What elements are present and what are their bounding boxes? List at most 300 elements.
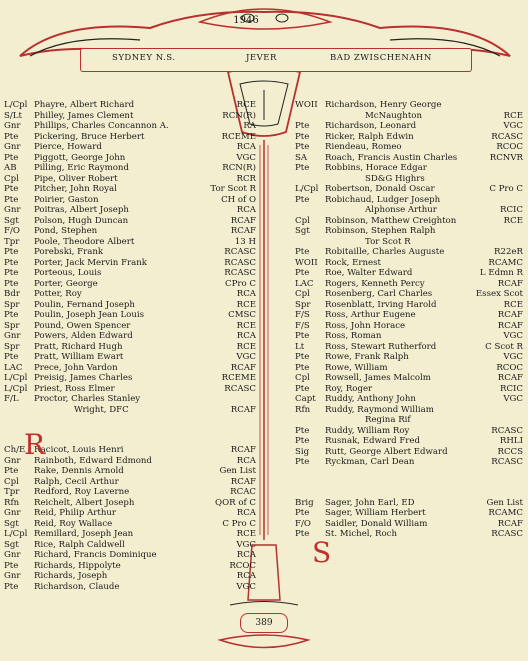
entry-name: Richardson, Claude — [34, 581, 120, 592]
name-entry — [4, 466, 260, 477]
entry-rank: Tpr — [4, 487, 20, 497]
name-entry — [295, 247, 527, 258]
name-entry — [295, 216, 527, 227]
entry-rank: Cpl — [295, 215, 310, 226]
entry-name: Porteous, Louis — [34, 268, 102, 278]
entry-name: Rowsell, James Malcolm — [325, 373, 431, 383]
entry-name: Rowe, Frank Ralph — [325, 352, 409, 362]
entry-name: Piggott, George John — [34, 152, 126, 163]
entry-rank: Pte — [295, 121, 310, 131]
entry-unit: CH of O — [221, 194, 256, 205]
entry-unit: VGC — [503, 121, 523, 131]
name-entry — [4, 121, 260, 132]
entry-unit-continued: RCAF — [230, 404, 256, 415]
entry-unit-continued: RCIC — [499, 205, 523, 215]
name-entry — [4, 279, 260, 290]
entry-name: Pipe, Oliver Robert — [34, 173, 118, 184]
entry-rank: Pte — [295, 436, 310, 446]
name-entry — [295, 457, 527, 468]
entry-rank: Pte — [4, 352, 19, 362]
entry-name: Rowe, William — [325, 362, 388, 373]
right-name-column — [295, 100, 527, 540]
entry-rank: Sgt — [4, 215, 19, 226]
entry-unit: RCAF — [497, 320, 523, 331]
entry-unit: RCASC — [224, 257, 256, 268]
entry-name: Polson, Hugh Duncan — [34, 215, 129, 226]
entry-unit: RCAMC — [488, 508, 523, 518]
name-entry — [4, 550, 260, 561]
entry-name: Rock, Ernest — [325, 257, 381, 268]
entry-name: Porter, George — [34, 278, 98, 289]
entry-unit: VGC — [236, 539, 256, 550]
entry-name: Prece, John Vardon — [34, 362, 118, 373]
name-entry — [4, 477, 260, 488]
name-entry — [4, 132, 260, 143]
name-entry — [295, 268, 527, 279]
entry-unit: RCASC — [224, 383, 256, 394]
entry-name: Ross, Stewart Rutherford — [325, 341, 437, 352]
name-entry — [4, 394, 260, 415]
name-entry — [4, 237, 260, 248]
page-number: 389 — [240, 613, 288, 633]
entry-name: Porebski, Frank — [34, 247, 104, 257]
entry-rank: Pte — [4, 257, 19, 268]
entry-rank: Pte — [295, 362, 310, 373]
entry-rank: Spr — [295, 299, 311, 310]
entry-rank: L/Cpl — [4, 383, 28, 394]
entry-rank: LAC — [4, 362, 23, 373]
entry-rank: Spr — [4, 320, 20, 331]
entry-name: Phayre, Albert Richard — [34, 100, 135, 110]
entry-rank: Pte — [4, 466, 19, 476]
name-entry — [4, 216, 260, 227]
entry-unit: RCAF — [497, 373, 523, 383]
entry-name: Sager, John Earl, ED — [325, 497, 415, 508]
entry-rank: Pte — [295, 508, 310, 518]
entry-name: Richardson, Henry George — [325, 100, 442, 110]
entry-name: St. Michel, Roch — [325, 529, 397, 539]
name-entry — [4, 582, 260, 593]
entry-unit: RCA — [236, 289, 256, 299]
name-entry — [295, 321, 527, 332]
entry-name: Pitcher, John Royal — [34, 184, 117, 194]
entry-name: Rainboth, Edward Edmond — [34, 455, 152, 466]
name-entry — [4, 289, 260, 300]
entry-rank: Sgt — [295, 226, 310, 236]
entry-unit: RCA — [236, 331, 256, 341]
entry-name: Ross, John Horace — [325, 320, 406, 331]
entry-name: Rosenblatt, Irving Harold — [325, 299, 437, 310]
initial-letter-r: R — [24, 428, 46, 461]
entry-unit: RA — [243, 121, 256, 131]
entry-unit: VGC — [503, 394, 523, 404]
name-entry — [4, 342, 260, 353]
entry-name: Ralph, Cecil Arthur — [34, 476, 119, 487]
entry-name: Rogers, Kenneth Percy — [325, 278, 425, 289]
entry-rank: Bdr — [4, 289, 20, 299]
entry-unit: RCASC — [224, 268, 256, 278]
name-entry — [295, 405, 527, 426]
entry-rank: Gnr — [4, 142, 21, 152]
entry-name: Philley, James Clement — [34, 110, 134, 121]
entry-unit: RCE — [503, 299, 523, 310]
name-entry — [295, 121, 527, 132]
name-entry — [4, 174, 260, 185]
entry-rank: Gnr — [4, 455, 21, 466]
entry-name: Rosenberg, Carl Charles — [325, 289, 433, 299]
entry-rank: Tpr — [4, 236, 20, 247]
entry-unit: Gen List — [219, 466, 256, 476]
entry-rank: Pte — [4, 152, 19, 163]
entry-rank: Cpl — [4, 173, 19, 184]
entry-name: Racicot, Louis Henri — [34, 445, 124, 455]
entry-unit: RCIC — [499, 383, 523, 394]
entry-name: Poirier, Gaston — [34, 194, 99, 205]
name-entry — [4, 561, 260, 572]
entry-name: Poitras, Albert Joseph — [34, 205, 129, 215]
entry-name: Preisig, James Charles — [34, 373, 133, 383]
entry-unit: RCA — [236, 455, 256, 466]
entry-rank: SA — [295, 152, 308, 163]
entry-name: Roy, Roger — [325, 383, 373, 394]
name-entry — [4, 352, 260, 363]
entry-unit: RCE — [236, 320, 256, 331]
entry-unit: L Edmn R — [479, 268, 523, 278]
name-entry — [295, 447, 527, 458]
entry-name: Poole, Theodore Albert — [34, 236, 135, 247]
name-entry — [4, 100, 260, 111]
entry-unit: VGC — [503, 331, 523, 341]
name-entry — [4, 508, 260, 519]
entry-name-continued: Regina Rif — [365, 415, 411, 425]
entry-name: Redford, Roy Laverne — [34, 487, 130, 497]
entry-unit-continued: RCE — [503, 110, 523, 121]
entry-rank: Pte — [4, 131, 19, 142]
entry-rank: Pte — [295, 529, 310, 539]
entry-rank: Cpl — [4, 476, 19, 487]
entry-unit: RCASC — [491, 425, 523, 436]
entry-name: Robitaille, Charles Auguste — [325, 247, 445, 257]
initial-letter-s: S — [312, 536, 332, 569]
entry-rank: F/O — [4, 226, 20, 236]
entry-rank: Pte — [4, 268, 19, 278]
entry-name: Richardson, Leonard — [325, 121, 417, 131]
left-name-column — [4, 100, 260, 592]
entry-unit: RCE — [236, 299, 256, 310]
entry-name-continued: Tor Scot R — [365, 236, 411, 247]
entry-name: Pilling, Eric Raymond — [34, 163, 129, 173]
entry-name: Rake, Dennis Arnold — [34, 466, 124, 476]
entry-rank: Lt — [295, 341, 305, 352]
name-entry — [4, 195, 260, 206]
entry-rank: Pte — [295, 194, 310, 205]
name-entry — [295, 352, 527, 363]
name-entry — [4, 142, 260, 153]
name-entry — [4, 184, 260, 195]
name-entry — [295, 519, 527, 530]
name-entry — [295, 331, 527, 342]
entry-unit: VGC — [236, 152, 256, 163]
entry-name: Pickering, Bruce Herbert — [34, 131, 145, 142]
entry-rank: Pte — [295, 247, 310, 257]
name-entry — [4, 571, 260, 582]
entry-unit: RCAMC — [488, 257, 523, 268]
name-entry — [295, 373, 527, 384]
name-entry — [295, 342, 527, 353]
entry-unit: RCEME — [221, 373, 256, 383]
entry-rank: Ch/E — [4, 445, 26, 455]
name-entry — [295, 153, 527, 164]
name-entry — [4, 163, 260, 174]
entry-name: Poulin, Fernand Joseph — [34, 299, 135, 310]
entry-rank: S/Lt — [4, 110, 22, 121]
entry-unit: RCOC — [229, 560, 256, 571]
entry-rank: Rfn — [4, 497, 20, 508]
entry-name: Phillips, Charles Concannon A. — [34, 121, 169, 131]
name-entry — [4, 205, 260, 216]
name-entry — [4, 258, 260, 269]
name-entry — [4, 487, 260, 498]
entry-unit: RCE — [236, 341, 256, 352]
entry-name: Reid, Philip Arthur — [34, 508, 117, 518]
entry-name: Powers, Alden Edward — [34, 331, 133, 341]
entry-unit: RCEME — [221, 131, 256, 142]
entry-name: Robichaud, Ludger Joseph — [325, 194, 441, 205]
entry-unit: RCAF — [230, 215, 256, 226]
name-entry — [4, 310, 260, 321]
entry-rank: Pte — [295, 425, 310, 436]
name-entry — [295, 163, 527, 184]
entry-name: Richards, Hippolyte — [34, 560, 121, 571]
entry-name: Ross, Roman — [325, 331, 382, 341]
entry-rank: Pte — [4, 581, 19, 592]
entry-rank: L/Cpl — [4, 373, 28, 383]
name-entry — [4, 384, 260, 395]
entry-rank: Pte — [295, 142, 310, 152]
entry-unit: RCAF — [497, 518, 523, 529]
entry-name: Ryckman, Carl Dean — [325, 457, 415, 467]
entry-name-continued: McNaughton — [365, 110, 422, 121]
entry-name: Ross, Arthur Eugene — [325, 310, 416, 320]
entry-rank: Pte — [295, 268, 310, 278]
entry-rank: L/Cpl — [4, 100, 28, 110]
entry-rank: Gnr — [4, 331, 21, 341]
name-entry — [295, 436, 527, 447]
entry-rank: AB — [4, 163, 17, 173]
entry-unit: Gen List — [486, 497, 523, 508]
entry-name: Rusnak, Edward Fred — [325, 436, 420, 446]
entry-rank: F/S — [295, 320, 310, 331]
name-entry — [295, 498, 527, 509]
entry-rank: F/S — [295, 310, 310, 320]
entry-unit: RCNVR — [489, 152, 523, 163]
memorial-year: 1946 — [233, 15, 259, 26]
name-entry — [295, 300, 527, 311]
name-entry — [295, 142, 527, 153]
entry-rank: Sig — [295, 446, 310, 457]
entry-rank: L/Cpl — [4, 529, 28, 539]
section-gap — [295, 468, 527, 498]
entry-unit: RCAF — [497, 278, 523, 289]
entry-rank: Cpl — [295, 289, 310, 299]
name-entry — [4, 300, 260, 311]
name-entry — [4, 498, 260, 509]
name-entry — [4, 331, 260, 342]
name-entry — [295, 258, 527, 269]
name-entry — [295, 289, 527, 300]
entry-unit: 13 H — [234, 236, 256, 247]
entry-rank: F/L — [4, 394, 19, 404]
entry-name: Ruddy, Raymond William — [325, 404, 434, 415]
name-entry — [4, 226, 260, 237]
entry-unit: RCAF — [230, 445, 256, 455]
entry-rank: Sgt — [4, 518, 19, 529]
entry-name: Robinson, Matthew Creighton — [325, 215, 457, 226]
entry-unit: RCA — [236, 508, 256, 518]
entry-unit: RCASC — [491, 131, 523, 142]
entry-rank: F/O — [295, 518, 311, 529]
entry-name-continued: SD&G Highrs — [365, 173, 425, 184]
entry-name: Proctor, Charles Stanley — [34, 394, 141, 404]
name-entry — [295, 384, 527, 395]
entry-unit: Tor Scot R — [210, 184, 256, 194]
entry-unit: RCOC — [496, 362, 523, 373]
name-entry — [295, 279, 527, 290]
name-entry — [295, 226, 527, 247]
entry-name-continued: Wright, DFC — [74, 404, 129, 415]
entry-unit: RCAF — [497, 310, 523, 320]
name-entry — [295, 132, 527, 143]
entry-unit: RCA — [236, 142, 256, 152]
name-entry — [295, 394, 527, 405]
entry-rank: L/Cpl — [295, 184, 319, 194]
entry-unit: CPro C — [225, 278, 256, 289]
entry-rank: Pte — [295, 457, 310, 467]
name-entry — [295, 100, 527, 121]
entry-rank: Capt — [295, 394, 316, 404]
entry-rank: Pte — [4, 560, 19, 571]
entry-unit: RCE — [503, 215, 523, 226]
header-right: BAD ZWISCHENAHN — [330, 53, 432, 63]
entry-rank: Gnr — [4, 508, 21, 518]
name-entry — [4, 111, 260, 122]
entry-unit: RCE — [236, 100, 256, 110]
entry-rank: WOII — [295, 257, 318, 268]
header-left: SYDNEY N.S. — [112, 53, 176, 63]
entry-unit: VGC — [503, 352, 523, 362]
entry-rank: Cpl — [295, 373, 310, 383]
entry-name: Poulin, Joseph Jean Louis — [34, 310, 145, 320]
name-entry — [295, 508, 527, 519]
entry-unit: RCASC — [224, 247, 256, 257]
entry-name: Pierce, Howard — [34, 142, 102, 152]
entry-rank: Pte — [4, 247, 19, 257]
entry-rank: WOII — [295, 100, 318, 110]
entry-rank: Spr — [4, 341, 20, 352]
entry-unit: C Pro C — [222, 518, 256, 529]
entry-unit: RCA — [236, 571, 256, 581]
header-center: JEVER — [246, 53, 277, 63]
entry-name: Robbins, Horace Edgar — [325, 163, 427, 173]
entry-name: Pratt, William Ewart — [34, 352, 124, 362]
entry-rank: Brig — [295, 497, 314, 508]
entry-unit: RCAF — [230, 362, 256, 373]
entry-name: Reid, Roy Wallace — [34, 518, 113, 529]
name-entry — [4, 153, 260, 164]
entry-unit: VGC — [236, 581, 256, 592]
entry-rank: Pte — [4, 184, 19, 194]
entry-rank: Pte — [295, 383, 310, 394]
entry-unit: RCOC — [496, 142, 523, 152]
entry-name: Ruddy, Anthony John — [325, 394, 416, 404]
entry-name: Roe, Walter Edward — [325, 268, 413, 278]
entry-unit: VGC — [236, 352, 256, 362]
entry-rank: Rfn — [295, 404, 311, 415]
entry-name: Robinson, Stephen Ralph — [325, 226, 436, 236]
entry-unit: RCA — [236, 205, 256, 215]
entry-unit: RCASC — [491, 529, 523, 539]
entry-unit: RCA — [236, 550, 256, 560]
entry-rank: Pte — [295, 131, 310, 142]
name-entry — [295, 363, 527, 374]
entry-rank: Pte — [295, 163, 310, 173]
entry-name: Ricker, Ralph Edwin — [325, 131, 414, 142]
entry-unit: CMSC — [228, 310, 256, 320]
entry-unit: RCASC — [491, 457, 523, 467]
entry-rank: Pte — [4, 194, 19, 205]
entry-name: Priest, Ross Elmer — [34, 383, 115, 394]
name-entry — [295, 184, 527, 195]
name-entry — [4, 519, 260, 530]
entry-unit: C Scot R — [485, 341, 523, 352]
entry-name: Pratt, Richard Hugh — [34, 341, 123, 352]
entry-name: Remillard, Joseph Jean — [34, 529, 134, 539]
entry-rank: Pte — [4, 310, 19, 320]
entry-name: Potter, Roy — [34, 289, 82, 299]
entry-unit: RCAC — [230, 487, 256, 497]
entry-name: Rice, Ralph Caldwell — [34, 539, 125, 550]
name-entry — [4, 363, 260, 374]
entry-rank: Pte — [295, 352, 310, 362]
entry-name: Sager, William Herbert — [325, 508, 426, 518]
entry-rank: Gnr — [4, 121, 21, 131]
name-entry — [4, 321, 260, 332]
entry-unit: R22eR — [494, 247, 523, 257]
entry-name-continued: Alphonse Arthur — [365, 205, 437, 215]
name-entry — [295, 310, 527, 321]
name-entry — [4, 247, 260, 258]
entry-rank: Gnr — [4, 550, 21, 560]
entry-unit: RCN(R) — [222, 163, 256, 173]
entry-rank: Gnr — [4, 205, 21, 215]
name-entry — [4, 540, 260, 551]
entry-unit: Essex Scot — [475, 289, 523, 299]
entry-name: Saidler, Donald William — [325, 518, 428, 529]
entry-rank: Pte — [4, 278, 19, 289]
entry-unit: RCAF — [230, 226, 256, 236]
entry-name: Pond, Stephen — [34, 226, 98, 236]
name-entry — [295, 195, 527, 216]
entry-name: Roach, Francis Austin Charles — [325, 152, 458, 163]
entry-rank: Gnr — [4, 571, 21, 581]
name-entry — [4, 268, 260, 279]
name-entry — [295, 426, 527, 437]
name-entry — [4, 373, 260, 384]
entry-rank: Sgt — [4, 539, 19, 550]
entry-unit: C Pro C — [489, 184, 523, 194]
name-entry — [4, 529, 260, 540]
entry-rank: Spr — [4, 299, 20, 310]
